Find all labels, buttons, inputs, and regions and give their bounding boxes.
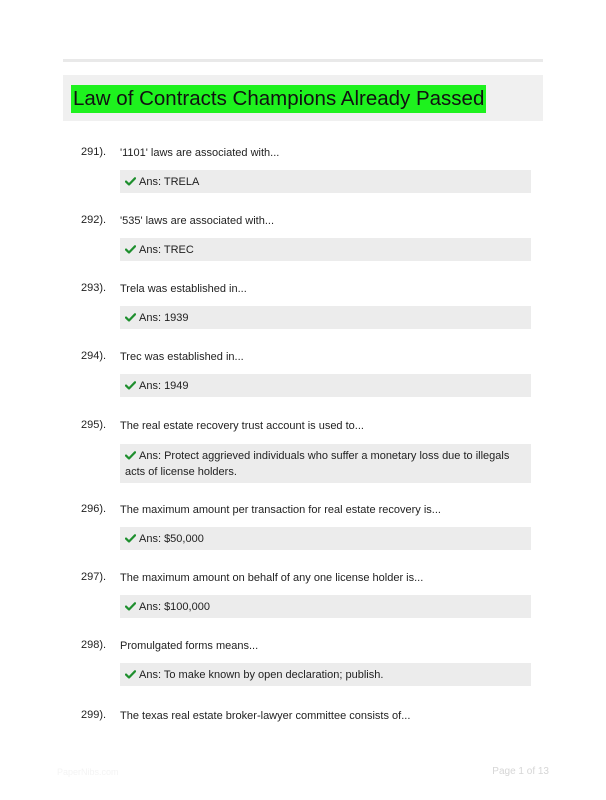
- answer-box: [120, 663, 531, 686]
- answer-text: Ans: $50,000: [139, 533, 204, 545]
- question-text: '1101' laws are associated with...: [120, 147, 280, 159]
- question-number: 291).: [81, 146, 107, 158]
- checkmark-icon: [125, 313, 136, 322]
- answer-box: [120, 306, 531, 329]
- answer-text: Ans: TREC: [139, 244, 194, 256]
- answer-box: [120, 374, 531, 397]
- answer-box: [120, 170, 531, 193]
- question-text: '535' laws are associated with...: [120, 215, 274, 227]
- question-number: 296).: [81, 503, 107, 515]
- answer-box: [120, 527, 531, 550]
- question-text: The real estate recovery trust account is used to...: [120, 420, 364, 432]
- question-text: The maximum amount per transaction for real estate recovery is...: [120, 504, 441, 516]
- footer-site-watermark: PaperNibs.com: [57, 767, 119, 777]
- question-number: 295).: [81, 419, 107, 431]
- answer-text: Ans: TRELA: [139, 176, 200, 188]
- answer-box: [120, 595, 531, 618]
- footer-page-number: Page 1 of 13: [492, 766, 549, 777]
- answer-box: [120, 238, 531, 261]
- checkmark-icon: [125, 534, 136, 543]
- question-number: 297).: [81, 571, 107, 583]
- answer-text: Ans: Protect aggrieved individuals who suffer a monetary loss due to illegals acts of license holders.: [125, 450, 510, 478]
- question-text: The maximum amount on behalf of any one license holder is...: [120, 572, 424, 584]
- question-text: Trela was established in...: [120, 283, 247, 295]
- question-number: 298).: [81, 639, 107, 651]
- checkmark-icon: [125, 602, 136, 611]
- answer-text: Ans: $100,000: [139, 601, 210, 613]
- question-number: 294).: [81, 350, 107, 362]
- answer-text: Ans: 1949: [139, 380, 189, 392]
- checkmark-icon: [125, 670, 136, 679]
- question-number: 293).: [81, 282, 107, 294]
- question-number: 299).: [81, 709, 107, 721]
- question-number: 292).: [81, 214, 107, 226]
- checkmark-icon: [125, 177, 136, 186]
- question-text: Promulgated forms means...: [120, 640, 259, 652]
- checkmark-icon: [125, 245, 136, 254]
- answer-text: Ans: To make known by open declaration; publish.: [139, 669, 384, 681]
- question-text: The texas real estate broker-lawyer committee consists of...: [120, 710, 411, 722]
- question-text: Trec was established in...: [120, 351, 244, 363]
- checkmark-icon: [125, 381, 136, 390]
- page-title: Law of Contracts Champions Already Passed: [71, 85, 486, 113]
- answer-box: [120, 444, 531, 483]
- checkmark-icon: [125, 451, 136, 460]
- answer-text: Ans: 1939: [139, 312, 189, 324]
